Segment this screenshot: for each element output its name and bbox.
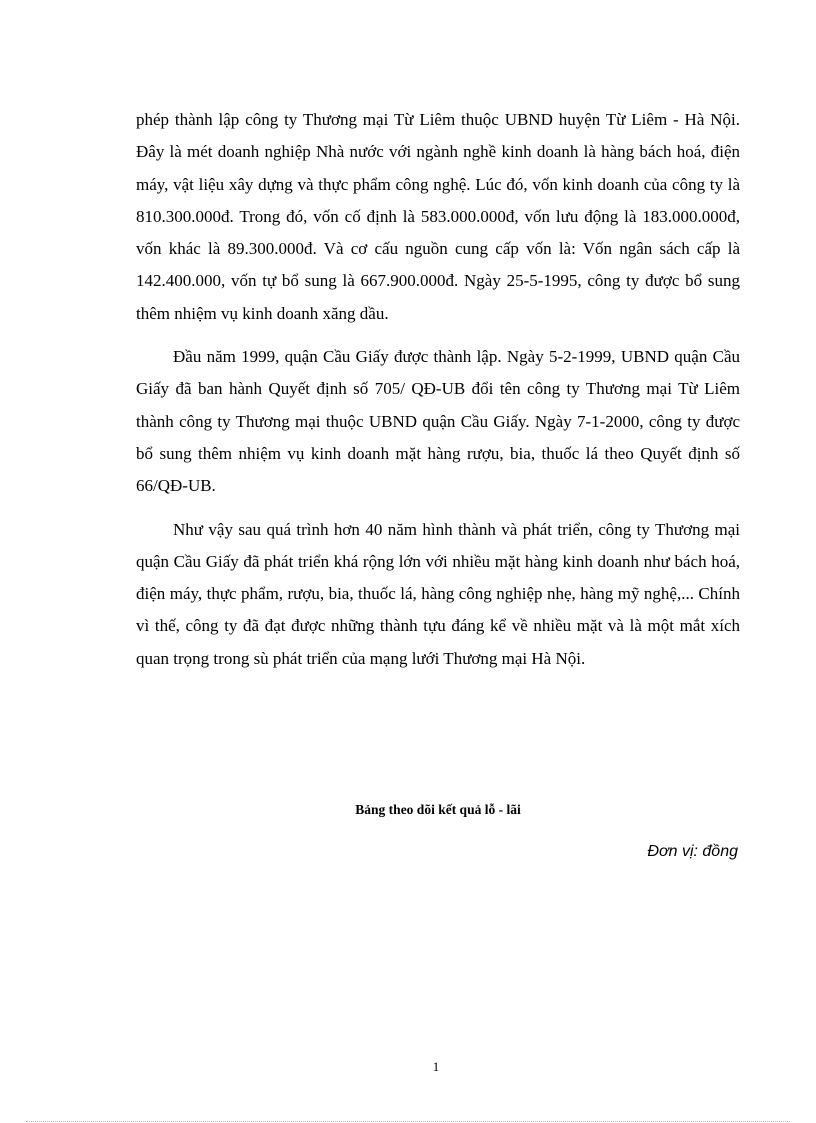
paragraph-development-summary: Như vậy sau quá trình hơn 40 năm hình thành và phát triển, công ty Thương mại quận Cầu Giấy đã phát triển khá rộng lớn với nhiều mặt hàng kinh doanh như bách hoá, điện máy, thực phẩm, rượu, bia, thuốc lá, hàng công nghiệp nhẹ, hàng mỹ nghệ,... Chính vì thế, công ty đã đạt được những thành tựu đáng kể về nhiều mặt và là một mắt xích quan trọng trong sù phát triển của mạng lưới Thương mại Hà Nội. xyxy=(136,519,740,668)
paragraph-district-established: Đầu năm 1999, quận Cầu Giấy được thành lập. Ngày 5-2-1999, UBND quận Cầu Giấy đã ban hành Quyết định số 705/ QĐ-UB đổi tên công ty Thương mại Từ Liêm thành công ty Thương mại thuộc UBND quận Cầu Giấy. Ngày 7-1-2000, công ty được bổ sung thêm nhiệm vụ kinh doanh mặt hàng rượu, bia, thuốc lá theo Quyết định số 66/QĐ-UB. xyxy=(136,347,740,496)
table-title: Bảng theo dõi kết quả lỗ - lãi xyxy=(355,802,521,817)
page-bottom-rule xyxy=(26,1121,790,1122)
paragraph-company-founding: phép thành lập công ty Thương mại Từ Liêm thuộc UBND huyện Từ Liêm - Hà Nội. Đây là mét doanh nghiệp Nhà nước với ngành nghề kinh doanh là hàng bách hoá, điện máy, vật liệu xây dựng và thực phẩm công nghệ. Lúc đó, vốn kinh doanh của công ty là 810.300.000đ. Trong đó, vốn cố định là 583.000.000đ, vốn lưu động là 183.000.000đ, vốn khác là 89.300.000đ. Và cơ cấu nguồn cung cấp vốn là: Vốn ngân sách cấp là 142.400.000, vốn tự bổ sung là 667.900.000đ. Ngày 25-5-1995, công ty được bổ sung thêm nhiệm vụ kinh doanh xăng dầu. xyxy=(136,110,740,323)
page-number: 1 xyxy=(432,1059,440,1074)
body-text xyxy=(136,104,740,675)
unit-label: Đơn vị: đồng xyxy=(647,843,738,860)
